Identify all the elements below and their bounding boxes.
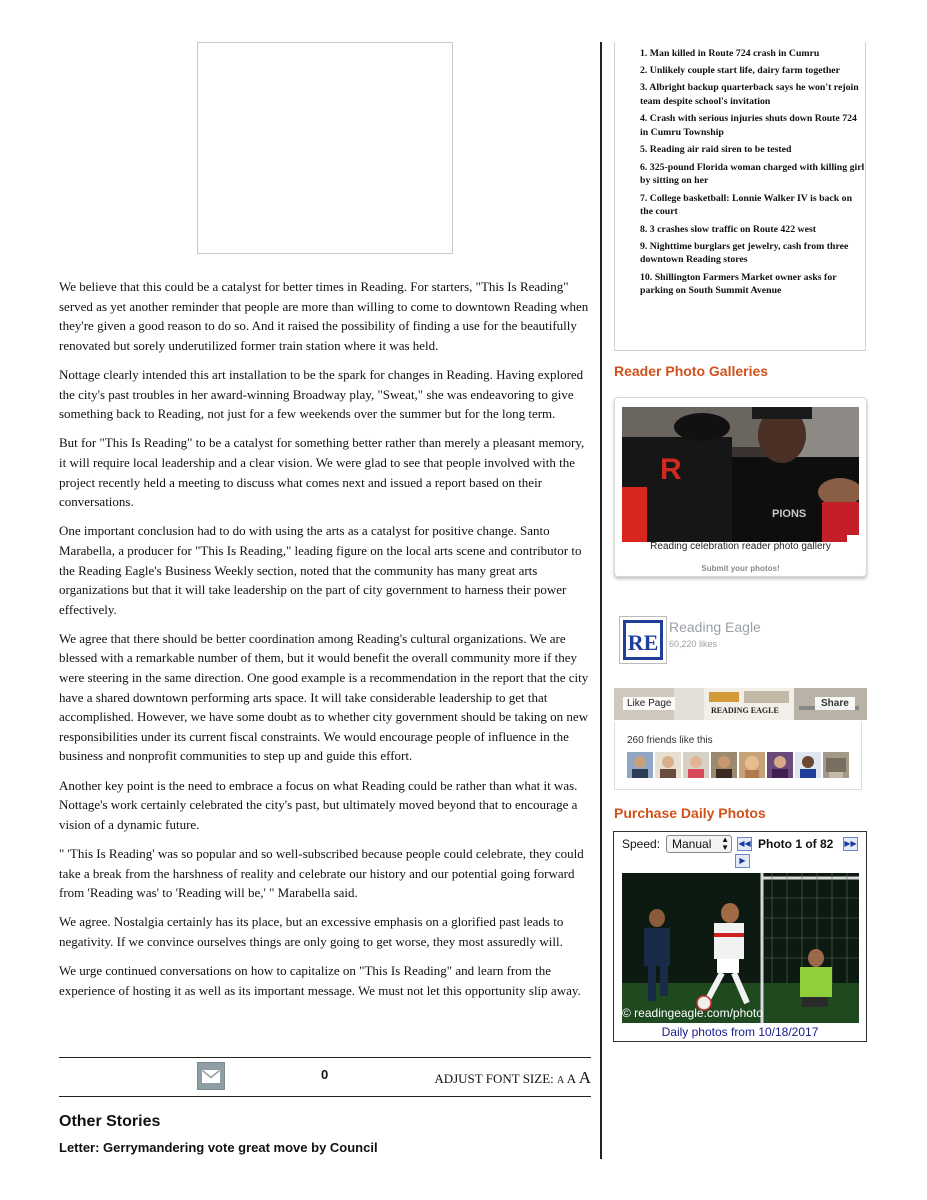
friend-avatar[interactable] (795, 752, 821, 778)
article-body (59, 277, 593, 1010)
facebook-share-button[interactable]: Share (815, 697, 855, 710)
double-left-arrow-icon: ◀◀ (738, 839, 751, 848)
item-number: 8. (640, 223, 650, 235)
most-read-box (614, 42, 866, 351)
purchase-daily-photos-heading: Purchase Daily Photos (614, 805, 766, 821)
other-story-link[interactable]: Letter: Gerrymandering vote great move by Council (59, 1140, 378, 1155)
friend-avatar[interactable] (711, 752, 737, 778)
soccer-photo-image (622, 873, 859, 1023)
reader-gallery-card[interactable] (614, 397, 867, 577)
most-read-item[interactable]: 7. College basketball: Lonnie Walker IV is back on the court (640, 192, 853, 218)
speed-select[interactable] (666, 835, 732, 853)
most-read-item[interactable]: 8. 3 crashes slow traffic on Route 422 west (640, 223, 817, 235)
item-number: 3. (640, 82, 650, 94)
friend-avatar[interactable] (823, 752, 849, 778)
most-read-item[interactable]: 9. Nighttime burglars get jewelry, cash from three downtown Reading stores (640, 240, 849, 266)
article-footer-bar (59, 1057, 591, 1097)
font-size-medium-button[interactable]: A (566, 1071, 576, 1086)
daily-photos-caption[interactable]: Daily photos from 10/18/2017 (661, 1025, 819, 1039)
most-read-list (615, 42, 865, 298)
friend-avatar[interactable] (655, 752, 681, 778)
friend-avatar[interactable] (627, 752, 653, 778)
most-read-item[interactable]: 1. Man killed in Route 724 crash in Cumru (640, 48, 820, 59)
previous-photo-button[interactable] (737, 837, 752, 851)
friend-avatar[interactable] (739, 752, 765, 778)
svg-text:READING EAGLE: READING EAGLE (711, 706, 779, 715)
most-read-item[interactable]: 6. 325-pound Florida woman charged with killing girl by sitting on her (640, 161, 865, 187)
photo-watermark: © readingeagle.com/photo (622, 1006, 763, 1020)
article-paragraph: We agree that there should be better coordination among Reading's cultural organizations. We are blessed with a remarkable number of them, but it would benefit the overall community more if they were steering in the same direction. One good example is a recommendation in the report that the city have a shared downtown performing arts space. It will take considerable leadership to get that accomplished. However, we have some doubt as to whether city government should be taking on new responsibilities under its current fiscal constraints. We would encourage people of influence in the business and nonprofit communities to step up and guide this effort. (59, 630, 589, 764)
gallery-caption[interactable]: Reading celebration reader photo gallery (650, 541, 831, 552)
select-arrows-icon: ▲ ▼ (721, 835, 729, 852)
article-paragraph: But for "This Is Reading" to be a catalyst for something better rather than merely a pleasant memory, it will require local leadership and a clear vision. We were glad to see that people involved with the project recently held a meeting to discuss what comes next and issued a report based on their conversations. (59, 435, 585, 510)
facebook-likes-count: 60,220 likes (669, 639, 718, 649)
photo-counter: Photo 1 of 82 (758, 837, 834, 851)
next-photo-button[interactable] (843, 837, 858, 851)
most-read-item[interactable]: 10. Shillington Farmers Market owner asks for parking on South Summit Avenue (640, 271, 837, 297)
item-number: 5. (640, 144, 650, 156)
font-size-control (434, 1068, 591, 1088)
most-read-item[interactable]: 3. Albright backup quarterback says he won't rejoin team despite school's invitation (640, 82, 859, 108)
article-paragraph: Nottage clearly intended this art installation to be the spark for changes in Reading. Having explored the city's past troubles in her award-winning Broadway play, "Sweat," she was endeavoring to give something back to Reading, not just for a few weekends over the summer but for the long term. (59, 366, 584, 422)
article-paragraph: We believe that this could be a catalyst for better times in Reading. For starters, "This Is Reading" served as yet another reminder that people are more than willing to come to downtown Reading when they're given a good reason to do so. And it raised the possibility of finding a use for the beautifully renovated but sorely underutilized former train station where it was held. (59, 279, 589, 353)
double-right-arrow-icon: ▶▶ (844, 839, 857, 848)
item-number: 2. (640, 65, 650, 77)
daily-photos-widget (613, 831, 867, 1042)
reading-eagle-logo[interactable] (619, 616, 667, 664)
font-size-label: ADJUST FONT SIZE: (434, 1071, 554, 1086)
friend-avatar[interactable] (767, 752, 793, 778)
facebook-page-name[interactable]: Reading Eagle (669, 619, 761, 635)
other-stories-heading: Other Stories (59, 1113, 161, 1130)
font-size-small-button[interactable]: A (557, 1075, 565, 1086)
svg-text:R: R (660, 453, 682, 486)
article-paragraph: " 'This Is Reading' was so popular and so well-subscribed because people could celebrate, they could take a break from the harshness of reality and celebrate our history and our potential going forward from 'Reading was' to 'Reading will be,' " Marabella said. (59, 846, 584, 901)
article-paragraph: We urge continued conversations on how to capitalize on "This Is Reading" and learn from the experience of hosting it as well as its important message. We must not let this opportunity slip away. (59, 963, 581, 998)
item-number: 1. (640, 48, 650, 59)
article-paragraph: Another key point is the need to embrace a focus on what Reading could be rather than what it was. Nottage's work certainly celebrated the city's past, but ultimately moved beyond that to encourage a vision of a dynamic future. (59, 777, 578, 832)
comment-count[interactable]: 0 (321, 1067, 329, 1082)
friend-avatar[interactable] (683, 752, 709, 778)
gallery-photo[interactable] (622, 407, 859, 542)
article-image-placeholder (197, 42, 453, 254)
reader-photo-galleries-heading: Reader Photo Galleries (614, 363, 769, 379)
celebration-photo-image (622, 407, 859, 542)
most-read-item[interactable]: 5. Reading air raid siren to be tested (640, 144, 792, 156)
svg-text:PIONS: PIONS (772, 508, 807, 520)
item-number: 9. (640, 240, 650, 252)
item-number: 10. (640, 271, 655, 283)
item-number: 4. (640, 113, 650, 125)
play-slideshow-button[interactable] (735, 854, 750, 868)
email-share-button[interactable] (197, 1062, 225, 1090)
facebook-friend-avatars (627, 752, 849, 778)
submit-photos-link[interactable]: Submit your photos! (701, 564, 780, 573)
facebook-like-page-button[interactable]: Like Page (623, 697, 675, 710)
most-read-item[interactable]: 4. Crash with serious injuries shuts down Route 724 in Cumru Township (640, 113, 857, 139)
speed-label: Speed: (622, 837, 661, 851)
item-number: 7. (640, 192, 650, 204)
article-paragraph: One important conclusion had to do with using the arts as a catalyst for positive change. Santo Marabella, a producer for "This Is Reading," leading figure on the local arts scene and contributor to the Reading Eagle's Business Weekly section, noted that the community has many great arts organizations but that it will take leadership on the part of city government to harness their power effectively. (59, 523, 582, 617)
re-logo-icon (620, 617, 666, 663)
svg-text:RE: RE (627, 630, 659, 655)
envelope-icon (202, 1070, 220, 1083)
most-read-item[interactable]: 2. Unlikely couple start life, dairy farm together (640, 65, 840, 77)
article-paragraph: We agree. Nostalgia certainly has its place, but an excessive emphasis on a glorified past leads to negativity. If we convince ourselves things are only going to get worse, they most assuredly will. (59, 914, 564, 949)
item-number: 6. (640, 161, 650, 173)
font-size-large-button[interactable]: A (578, 1068, 591, 1087)
column-divider (600, 42, 602, 1159)
daily-photo[interactable] (622, 873, 859, 1023)
facebook-friends-text: 260 friends like this (627, 735, 713, 746)
play-icon: ▶ (739, 856, 746, 865)
speed-select-value: Manual (672, 837, 712, 851)
